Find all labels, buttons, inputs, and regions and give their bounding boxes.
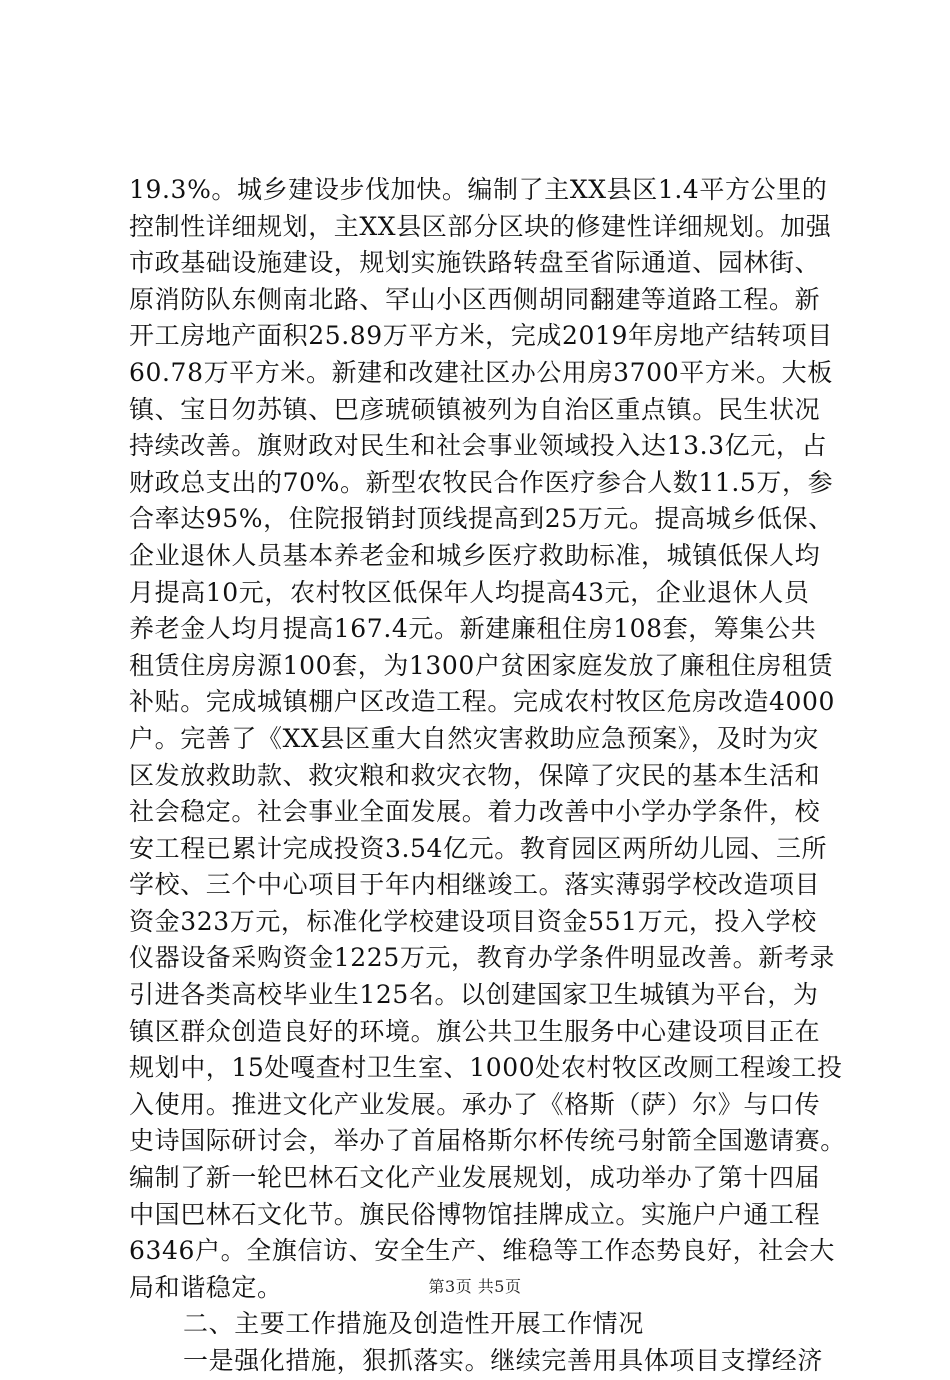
text-line: 入使用。推进文化产业发展。承办了《格斯（萨）尔》与口传 — [129, 1089, 821, 1119]
text-line: 安工程已累计完成投资3.54亿元。教育园区两所幼儿园、三所 — [129, 833, 828, 863]
text-line: 一是强化措施，狠抓落实。继续完善用具体项目支撑经济 — [183, 1346, 824, 1375]
text-line: 控制性详细规划，主XX县区部分区块的修建性详细规划。加强 — [129, 211, 832, 241]
text-line: 开工房地产面积25.89万平方米，完成2019年房地产结转项目 — [129, 321, 833, 351]
text-line: 6346户。全旗信访、安全生产、维稳等工作态势良好，社会大 — [129, 1236, 836, 1266]
text-line: 区发放救助款、救灾粮和救灾衣物，保障了灾民的基本生活和 — [129, 760, 821, 790]
text-line: 财政总支出的70%。新型农牧民合作医疗参合人数11.5万，参 — [129, 467, 834, 497]
text-line: 60.78万平方米。新建和改建社区办公用房3700平方米。大板 — [129, 357, 833, 387]
text-line: 镇、宝日勿苏镇、巴彦琥硕镇被列为自治区重点镇。民生状况 — [129, 394, 821, 424]
text-line: 原消防队东侧南北路、罕山小区西侧胡同翻建等道路工程。新 — [129, 284, 821, 314]
text-line: 合率达95%，住院报销封顶线提高到25万元。提高城乡低保、 — [129, 504, 834, 534]
text-line: 编制了新一轮巴林石文化产业发展规划，成功举办了第十四届 — [129, 1163, 821, 1193]
text-line: 月提高10元，农村牧区低保年人均提高43元，企业退休人员 — [129, 577, 810, 607]
text-line: 19.3%。城乡建设步伐加快。编制了主XX县区1.4平方公里的 — [129, 175, 828, 204]
text-line: 局和谐稳定。 — [129, 1272, 283, 1302]
text-line: 租赁住房房源100套，为1300户贫困家庭发放了廉租住房租赁 — [129, 650, 834, 680]
text-line: 养老金人均月提高167.4元。新建廉租住房108套，筹集公共 — [129, 614, 817, 644]
text-line: 社会稳定。社会事业全面发展。着力改善中小学办学条件，校 — [129, 797, 821, 827]
text-line: 仪器设备采购资金1225万元，教育办学条件明显改善。新考录 — [129, 943, 836, 973]
text-line: 学校、三个中心项目于年内相继竣工。落实薄弱学校改造项目 — [129, 870, 821, 900]
text-line: 持续改善。旗财政对民生和社会事业领域投入达13.3亿元，占 — [129, 431, 828, 461]
text-line: 史诗国际研讨会，举办了首届格斯尔杯传统弓射箭全国邀请赛。 — [129, 1126, 846, 1156]
page-footer: 第3页 共5页 — [428, 1277, 522, 1296]
text-line: 镇区群众创造良好的环境。旗公共卫生服务中心建设项目正在 — [129, 1016, 821, 1046]
text-line: 户。完善了《XX县区重大自然灾害救助应急预案》，及时为灾 — [129, 723, 819, 753]
text-line: 企业退休人员基本养老金和城乡医疗救助标准，城镇低保人均 — [129, 540, 821, 570]
text-line: 规划中，15处嘎查村卫生室、1000处农村牧区改厕工程竣工投 — [129, 1053, 843, 1083]
body-text — [129, 172, 846, 1380]
text-line: 资金323万元，标准化学校建设项目资金551万元，投入学校 — [129, 906, 817, 936]
text-line: 中国巴林石文化节。旗民俗博物馆挂牌成立。实施户户通工程 — [129, 1199, 821, 1229]
text-line: 引进各类高校毕业生125名。以创建国家卫生城镇为平台，为 — [129, 980, 819, 1010]
text-line: 市政基础设施建设，规划实施铁路转盘至省际通道、园林街、 — [129, 248, 821, 278]
text-line: 补贴。完成城镇棚户区改造工程。完成农村牧区危房改造4000 — [129, 687, 836, 717]
section-heading: 二、主要工作措施及创造性开展工作情况 — [183, 1309, 644, 1339]
